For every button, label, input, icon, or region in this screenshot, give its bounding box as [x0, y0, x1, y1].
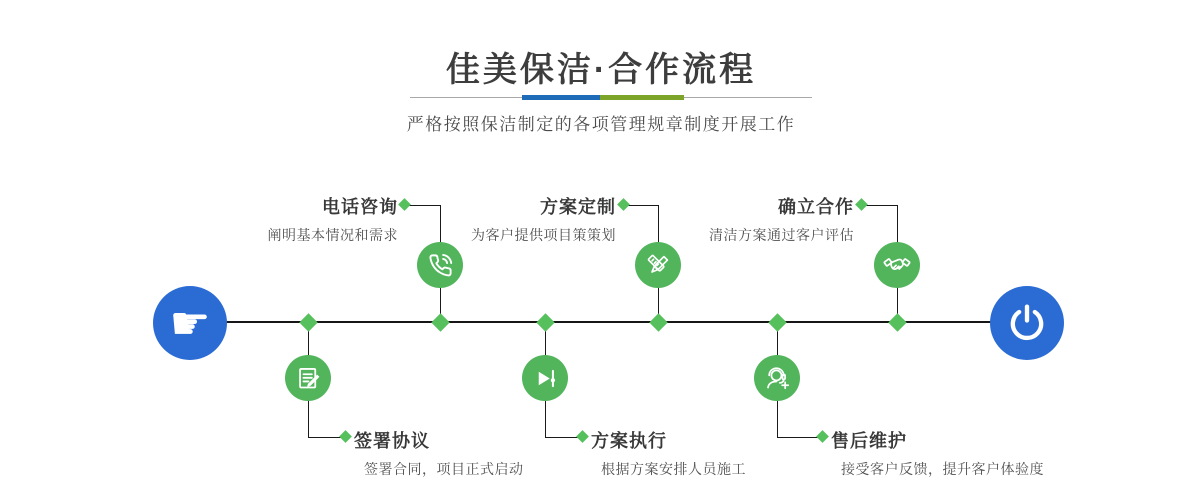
step-desc: 接受客户反馈，提升客户体验度	[841, 461, 1044, 477]
label-bullet-diamond	[398, 198, 411, 211]
timeline-node-diamond	[649, 313, 667, 331]
headset-plus-icon	[763, 364, 791, 392]
pencil-ruler-icon	[645, 252, 672, 279]
label-bullet-diamond	[576, 430, 589, 443]
timeline-end-node	[990, 286, 1064, 360]
connector-horizontal	[777, 437, 818, 438]
step-desc: 为客户提供项目策策划	[471, 227, 616, 243]
step-icon-circle	[754, 355, 800, 401]
step-title: 签署协议	[354, 431, 430, 451]
step-icon-circle	[285, 355, 331, 401]
page-subtitle: 严格按照保洁制定的各项管理规章制度开展工作	[406, 115, 796, 134]
step-icon-circle	[522, 355, 568, 401]
page-title: 佳美保洁·合作流程	[445, 51, 757, 89]
step-label-plan-execute	[591, 427, 746, 479]
label-bullet-diamond	[855, 198, 868, 211]
step-label-phone-consult	[268, 193, 399, 245]
power-icon	[1007, 303, 1047, 343]
phone-call-icon	[427, 252, 454, 279]
step-desc: 清洁方案通过客户评估	[709, 227, 854, 243]
timeline-node-diamond	[536, 313, 554, 331]
timeline-line	[224, 321, 992, 323]
contract-pen-icon	[295, 365, 322, 392]
step-icon-circle	[874, 242, 920, 288]
step-title: 方案执行	[591, 431, 667, 451]
step-desc: 阐明基本情况和需求	[267, 227, 398, 243]
connector-horizontal	[408, 205, 440, 206]
timeline-node-diamond	[299, 313, 317, 331]
step-icon-circle	[417, 242, 463, 288]
step-icon-circle	[635, 242, 681, 288]
pointing-hand-icon: ☛	[169, 296, 211, 350]
timeline-node-diamond	[431, 313, 449, 331]
connector-horizontal	[308, 437, 342, 438]
timeline-node-diamond	[888, 313, 906, 331]
label-bullet-diamond	[617, 198, 630, 211]
timeline-start-node	[153, 286, 227, 360]
handshake-icon	[883, 251, 911, 279]
connector-horizontal	[545, 437, 579, 438]
step-title: 方案定制	[540, 197, 616, 217]
step-label-aftersales	[831, 427, 1044, 479]
label-bullet-diamond	[816, 430, 829, 443]
divider-green-segment	[600, 95, 684, 100]
step-label-sign-agreement	[354, 427, 524, 479]
step-label-establish-coop	[709, 193, 854, 245]
connector-horizontal	[865, 205, 897, 206]
step-label-plan-custom	[471, 193, 616, 245]
step-title: 售后维护	[831, 431, 907, 451]
timeline-node-diamond	[768, 313, 786, 331]
step-desc: 签署合同，项目正式启动	[364, 461, 524, 477]
play-slider-icon	[532, 365, 559, 392]
step-desc: 根据方案安排人员施工	[601, 461, 746, 477]
step-title: 确立合作	[778, 197, 854, 217]
label-bullet-diamond	[339, 430, 352, 443]
connector-horizontal	[627, 205, 658, 206]
divider-blue-segment	[522, 95, 600, 100]
step-title: 电话咨询	[322, 197, 398, 217]
